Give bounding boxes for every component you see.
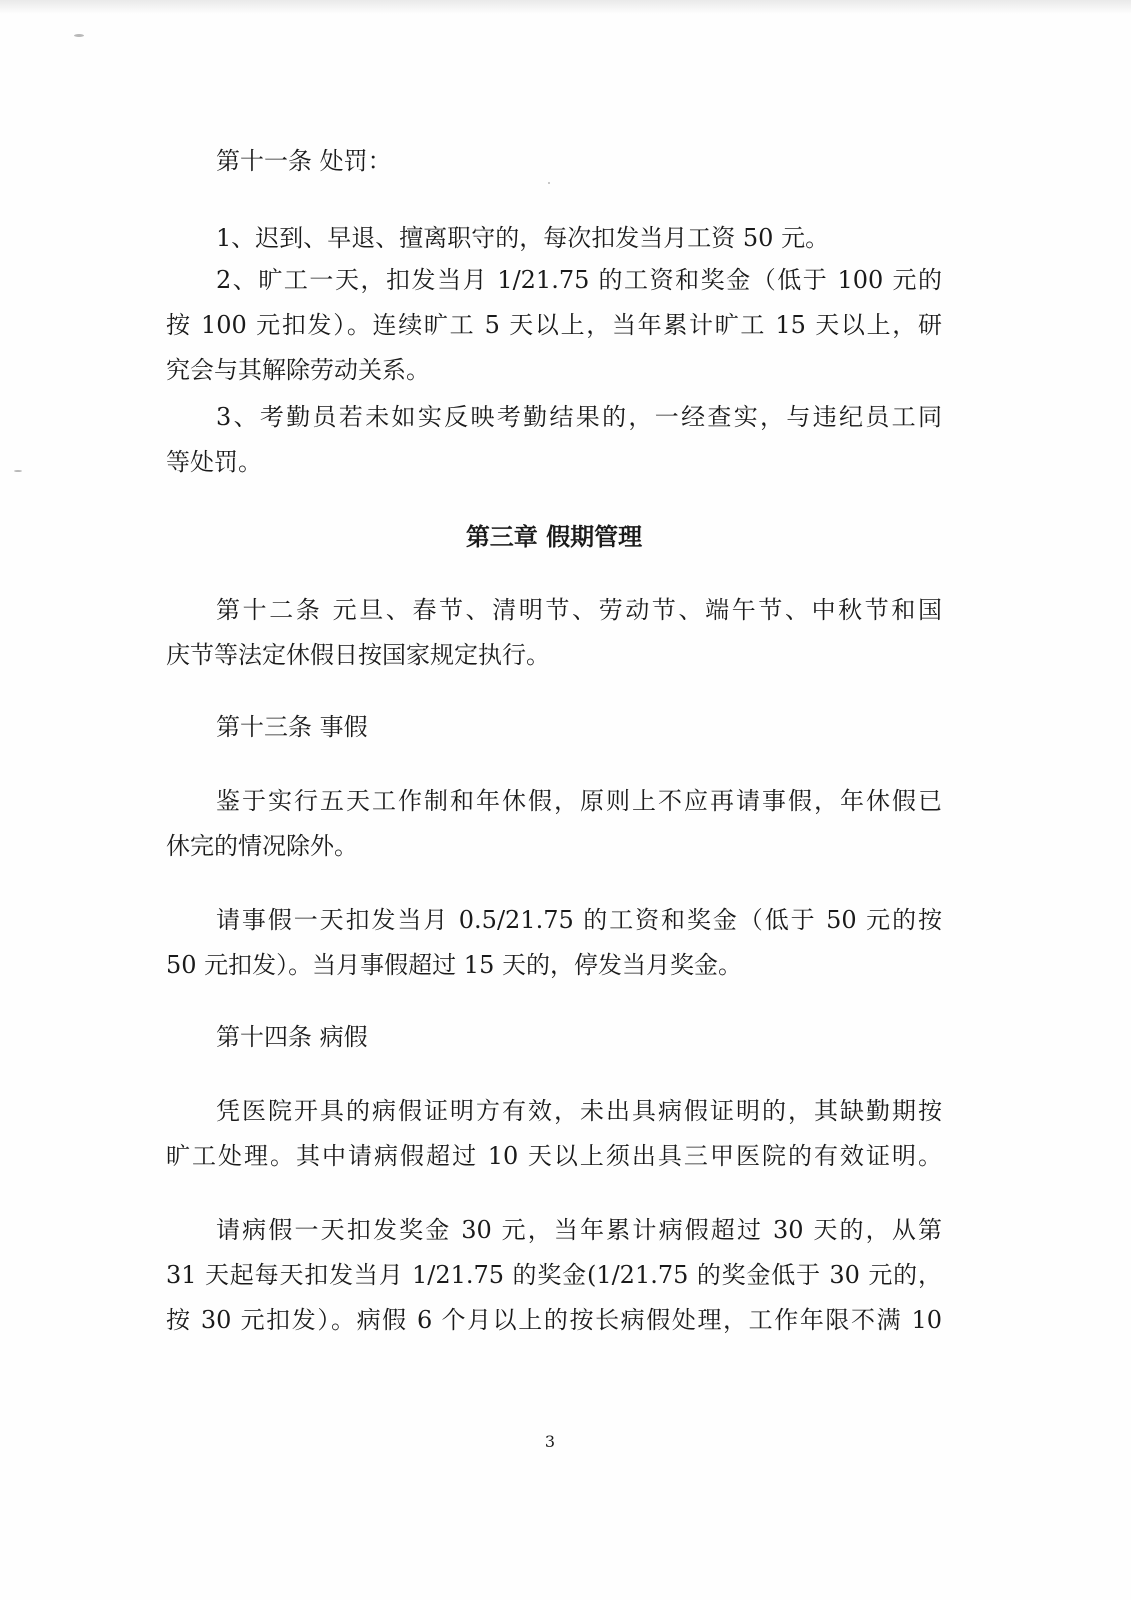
chapter-3-heading: 第三章 假期管理 (465, 523, 643, 551)
article-11-item-3-line-2: 等处罚。 (166, 448, 262, 476)
article-13-para-1-line-2: 休完的情况除外。 (166, 832, 358, 860)
article-13-para-1-line-1: 鉴于实行五天工作制和年休假，原则上不应再请事假，年休假已 (216, 787, 942, 815)
article-13-para-2-line-2: 50 元扣发）。当月事假超过 15 天的，停发当月奖金。 (166, 951, 742, 979)
article-11-item-2-line-1: 2、旷工一天，扣发当月 1/21.75 的工资和奖金（低于 100 元的 (216, 266, 942, 294)
article-12-line-2: 庆节等法定休假日按国家规定执行。 (166, 641, 550, 669)
article-14-para-1-line-2: 旷工处理。其中请病假超过 10 天以上须出具三甲医院的有效证明。 (166, 1142, 942, 1170)
scan-speck (548, 182, 550, 184)
article-14-title: 第十四条 病假 (216, 1023, 368, 1051)
article-11-item-3-line-1: 3、考勤员若未如实反映考勤结果的，一经查实，与违纪员工同 (216, 403, 942, 431)
scan-speck (14, 470, 22, 472)
article-14-para-2-line-3: 按 30 元扣发）。病假 6 个月以上的按长病假处理，工作年限不满 10 (166, 1306, 942, 1334)
article-14-para-1-line-1: 凭医院开具的病假证明方有效，未出具病假证明的，其缺勤期按 (216, 1097, 942, 1125)
article-14-para-2-line-1: 请病假一天扣发奖金 30 元，当年累计病假超过 30 天的，从第 (216, 1216, 942, 1244)
article-13-title: 第十三条 事假 (216, 713, 368, 741)
article-11-item-2-line-3: 究会与其解除劳动关系。 (166, 356, 430, 384)
scan-edge-shadow (0, 0, 1131, 14)
article-11-item-1: 1、迟到、早退、擅离职守的，每次扣发当月工资 50 元。 (216, 224, 830, 252)
article-11-title: 第十一条 处罚： (216, 147, 392, 175)
article-13-para-2-line-1: 请事假一天扣发当月 0.5/21.75 的工资和奖金（低于 50 元的按 (216, 906, 942, 934)
article-14-para-2-line-2: 31 天起每天扣发当月 1/21.75 的奖金(1/21.75 的奖金低于 30 元的， (166, 1261, 942, 1289)
article-11-item-2-line-2: 按 100 元扣发）。连续旷工 5 天以上，当年累计旷工 15 天以上，研 (166, 311, 942, 339)
scan-speck (74, 34, 84, 37)
page-number: 3 (544, 1432, 556, 1451)
article-12-line-1: 第十二条 元旦、春节、清明节、劳动节、端午节、中秋节和国 (216, 596, 942, 624)
